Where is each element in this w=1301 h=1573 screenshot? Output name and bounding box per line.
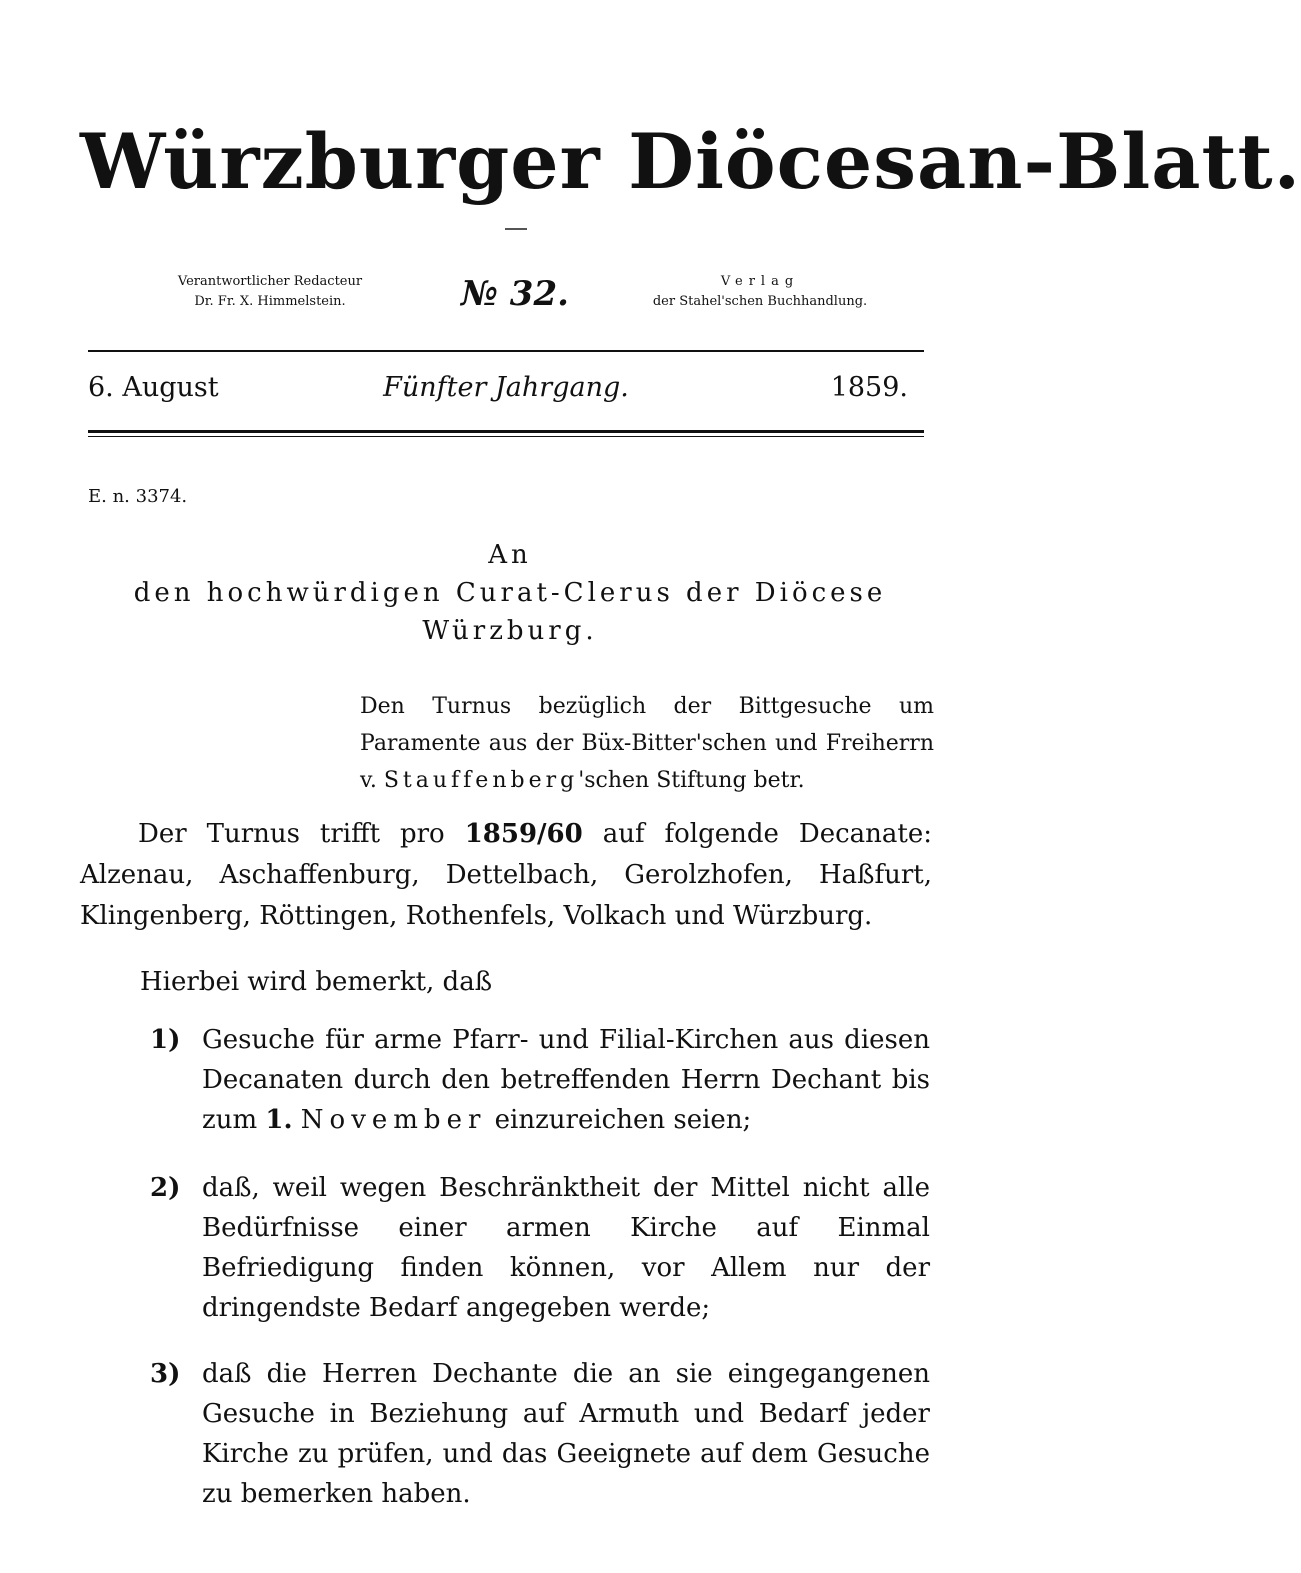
- para1-year: 1859/60: [464, 819, 583, 849]
- subject-block: [360, 688, 934, 799]
- para1-text-a: Der Turnus trifft pro: [138, 819, 445, 849]
- issue-date: 6. August: [88, 372, 219, 403]
- dateline: [88, 366, 924, 410]
- publisher-name: der Stahel'schen Buchhandlung.: [652, 294, 868, 309]
- list-number: 1): [150, 1025, 181, 1055]
- list-text: Gesuche für arme Pfarr- und Filial-Kirchen aus diesen Decanaten durch den betreffenden Herrn Dechant bis zum 1. November einzureichen seien;: [202, 1025, 930, 1135]
- subject-text-1: Den Turnus bezüglich der Bittgesuche um Paramente aus der Büx-Bitter'schen und Freiherrn v.: [360, 694, 934, 793]
- address-line-3: Würzburg.: [422, 616, 598, 646]
- editor-label: Verantwortlicher Redacteur: [177, 274, 363, 289]
- para1-text-b: auf folgende Decanate: Alzenau, Aschaffenburg, Dettelbach, Gerolzhofen, Haßfurt, Klingenberg, Röttingen, Rothenfels, Volkach und Würzburg.: [80, 819, 933, 931]
- list-text: daß die Herren Dechante die an sie eingegangenen Gesuche in Beziehung auf Armuth und Bedarf jeder Kirche zu prüfen, und das Geeignete auf dem Gesuche zu bemerken haben.: [202, 1359, 930, 1509]
- publisher-block: [640, 272, 880, 312]
- masthead-title: Würzburger Diöcesan-Blatt.: [80, 117, 1301, 206]
- subject-name: Stauffenberg: [383, 768, 579, 793]
- header-rule-bottom-thin: [88, 436, 924, 437]
- deadline-day: 1.: [265, 1105, 293, 1135]
- list-number: 3): [150, 1359, 181, 1389]
- publisher-label: Verlag: [720, 274, 800, 289]
- issue-year: 1859.: [830, 372, 908, 403]
- masthead-ornament: [505, 228, 527, 230]
- address-line-2: den hochwürdigen Curat-Clerus der Diöcese: [133, 578, 887, 608]
- body-paragraph-1: [80, 814, 932, 937]
- address-block: [100, 536, 920, 650]
- issue-number: № 32.: [461, 274, 569, 314]
- address-line-1: An: [488, 540, 532, 570]
- header-rule-top: [88, 350, 924, 352]
- subject-text-2: 'schen Stiftung betr.: [578, 768, 805, 793]
- list-text: daß, weil wegen Beschränktheit der Mittel nicht alle Bedürfnisse einer armen Kirche auf Einmal Befriedigung finden können, vor Allem nur der dringendste Bedarf angegeben werde;: [202, 1173, 930, 1323]
- editor-name: Dr. Fr. X. Himmelstein.: [194, 294, 346, 309]
- list-number: 2): [150, 1173, 181, 1203]
- editor-block: [150, 272, 390, 312]
- header-rule-bottom-thick: [88, 430, 924, 433]
- body-paragraph-2: Hierbei wird bemerkt, daß: [140, 967, 493, 997]
- reference-number: E. n. 3374.: [88, 486, 188, 507]
- volume-label: Fünfter Jahrgang.: [383, 372, 629, 403]
- deadline-month: November: [300, 1105, 487, 1135]
